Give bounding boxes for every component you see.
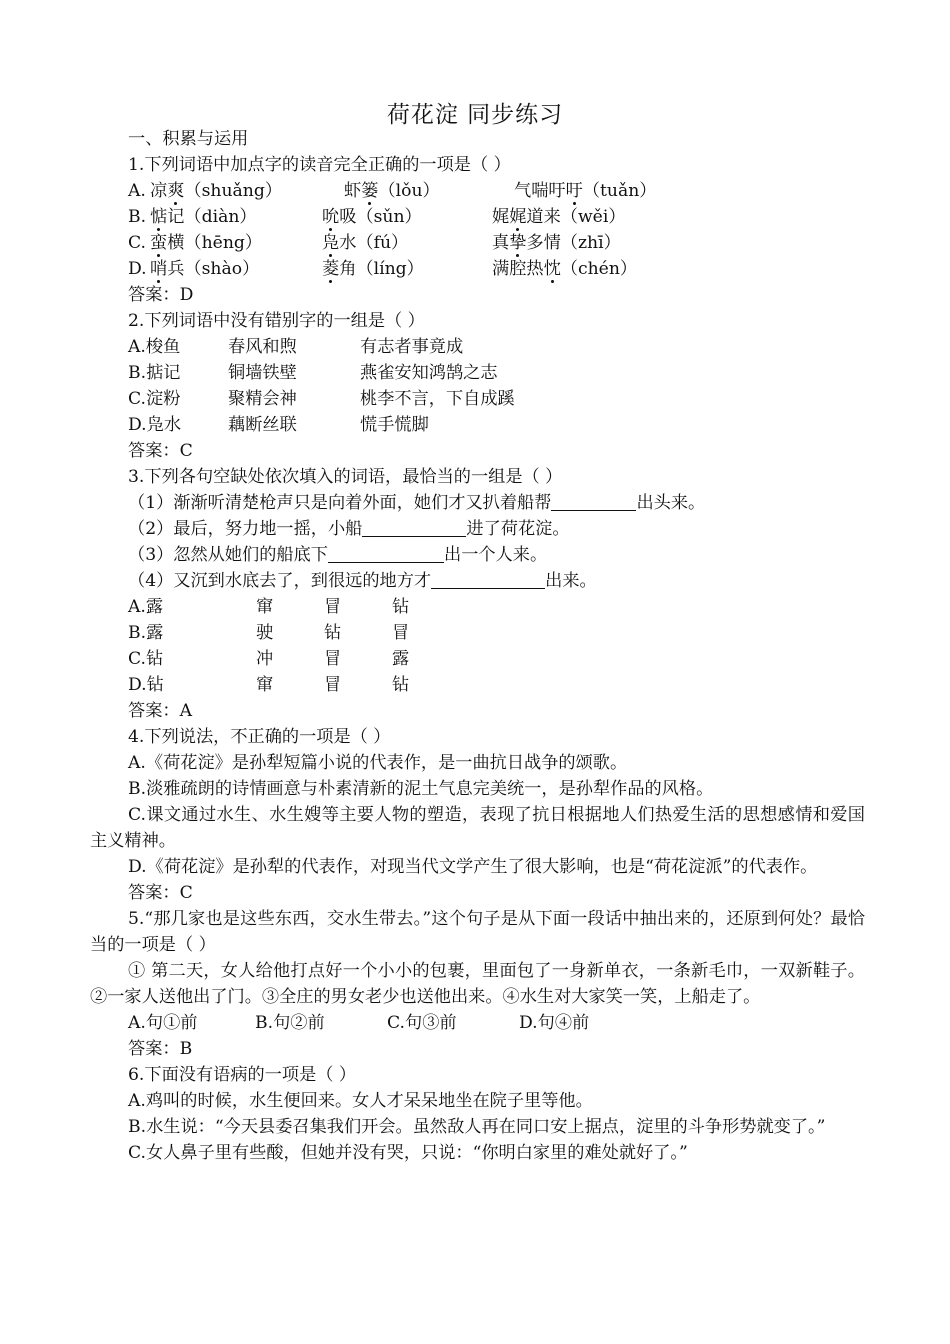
fill-blank [328,544,444,563]
q2-answer: 答案：C [128,441,193,461]
q6-option-b: B.水生说：“今天县委召集我们开会。虽然敌人再在同口安上据点，淀里的斗争形势就变了。” [128,1117,826,1137]
q3-stem: 3.下列各句空缺处依次填入的词语，最恰当的一组是（ ） [128,467,563,487]
q3-option-b: B.露 驶 钻 冒 [128,623,410,643]
q3-answer: 答案：A [128,701,192,721]
q2-option-d: D.凫水 藕断丝联 慌手慌脚 [128,415,429,435]
q3-sentence-1: （1）渐渐听清楚枪声只是向着外面，她们才又扒着船帮 出头来。 [128,493,706,513]
q6-option-c: C.女人鼻子里有些酸，但她并没有哭，只说：“你明白家里的难处就好了。” [128,1143,688,1163]
q2-option-a: A.梭鱼 春风和煦 有志者事竟成 [128,337,464,357]
q3-sentence-4: （4）又沉到水底去了，到很远的地方才 出来。 [128,571,597,591]
q4-answer: 答案：C [128,883,193,903]
q4-option-b: B.淡雅疏朗的诗情画意与朴素清新的泥土气息完美统一，是孙犁作品的风格。 [128,779,714,799]
q5-answer: 答案：B [128,1039,193,1059]
q3-option-d: D.钻 窜 冒 钻 [128,675,410,695]
worksheet-body [90,126,865,1166]
q4-option-a: A.《荷花淀》是孙犁短篇小说的代表作，是一曲抗日战争的颂歌。 [128,753,628,773]
page-title: 荷花淀 同步练习 [386,102,564,128]
q3-sentence-2: （2）最后，努力地一摇，小船 进了荷花淀。 [128,519,570,539]
fill-blank [431,570,545,589]
q3-option-a: A.露 窜 冒 钻 [128,597,410,617]
q1-option-a: A. 凉爽（shuǎng） 虾篓（lǒu） 气喘吁吁（tuǎn） [128,181,657,201]
q3-option-c: C.钻 冲 冒 露 [128,649,410,669]
q3-sentence-3: （3）忽然从她们的船底下 出一个人来。 [128,545,548,565]
q2-option-c: C.淀粉 聚精会神 桃李不言，下自成蹊 [128,389,515,409]
q1-answer: 答案：D [128,285,194,305]
q2-option-b: B.掂记 铜墙铁壁 燕雀安知鸿鹄之志 [128,363,498,383]
q1-option-b: B. 惦记（diàn） 吮吸（sǔn） 娓娓道来（wěi） [128,207,626,227]
q6-option-a: A.鸡叫的时候，水生便回来。女人才呆呆地坐在院子里等他。 [128,1091,593,1111]
q1-stem: 1.下列词语中加点字的读音完全正确的一项是（ ） [128,155,511,175]
q1-option-c: C. 蛮横（hēng） 凫水（fú） 真挚多情（zhī） [128,233,621,253]
q6-stem: 6.下面没有语病的一项是（ ） [128,1065,357,1085]
q4-option-c: C.课文通过水生、水生嫂等主要人物的塑造，表现了抗日根据地人们热爱生活的思想感情和爱国主义精神。 [90,805,865,851]
fill-blank [362,518,466,537]
q5-options: A.句①前 B.句②前 C.句③前 D.句④前 [128,1013,590,1033]
q5-passage: ① 第二天，女人给他打点好一个小小的包裹，里面包了一身新单衣，一条新毛巾，一双新鞋子。②一家人送他出了门。③全庄的男女老少也送他出来。④水生对大家笑一笑，上船走了。 [90,961,865,1007]
q2-stem: 2.下列词语中没有错别字的一组是（ ） [128,311,425,331]
q5-stem: 5.“那几家也是这些东西，交水生带去。”这个句子是从下面一段话中抽出来的，还原到何处？最恰当的一项是（ ） [90,909,865,955]
fill-blank [551,492,636,511]
q1-option-d: D. 哨兵（shào） 菱角（líng） 满腔热忱（chén） [128,259,638,279]
q4-stem: 4.下列说法，不正确的一项是（ ） [128,727,391,747]
section-heading: 一、积累与运用 [128,129,249,149]
q4-option-d: D.《荷花淀》是孙犁的代表作，对现当代文学产生了很大影响，也是“荷花淀派”的代表作。 [128,857,818,877]
